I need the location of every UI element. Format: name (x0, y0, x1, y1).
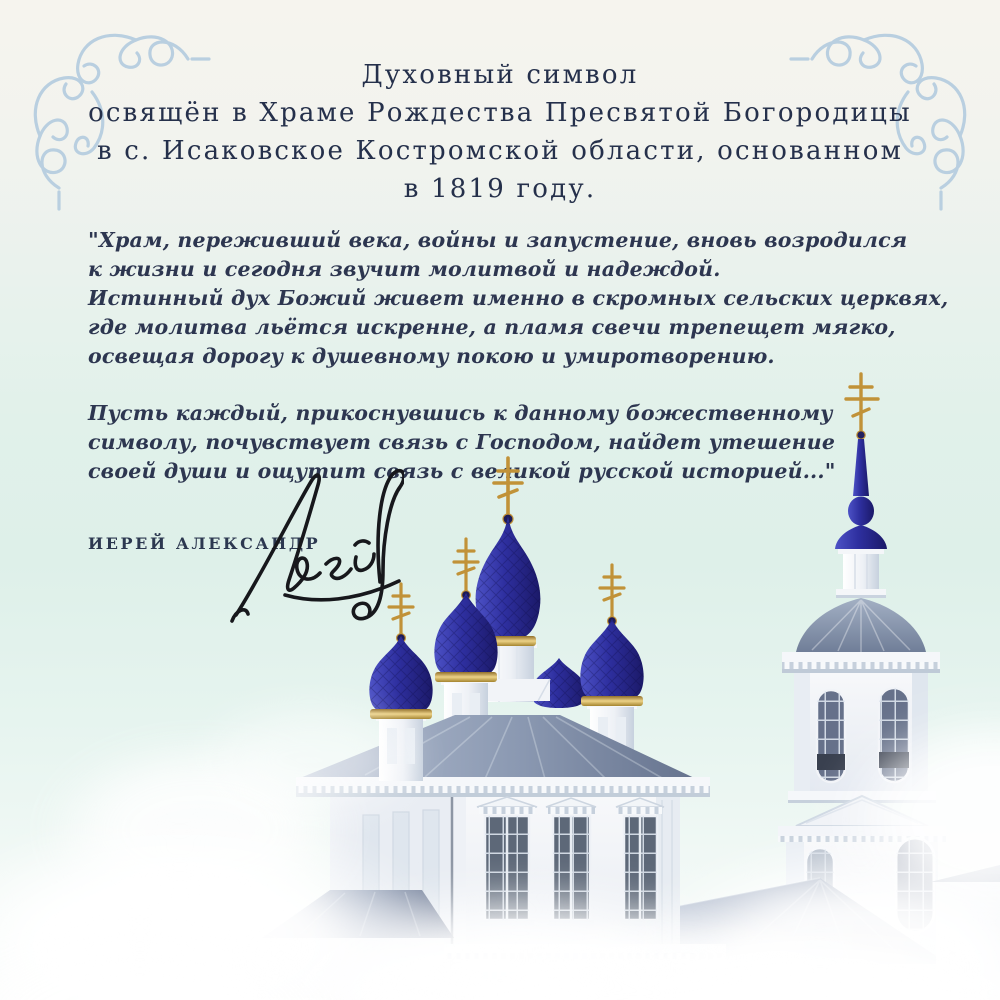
signer-name: ИЕРЕЙ АЛЕКСАНДР (88, 534, 321, 553)
title-line-1: Духовный символ (361, 60, 639, 90)
cloud (190, 695, 430, 825)
bell-tower-cross-icon (846, 374, 878, 430)
title-block (0, 56, 1000, 208)
quote-line: освещая дорогу к душевному покою и умиротворению. (88, 344, 775, 368)
title-line-4: в 1819 году. (403, 174, 597, 204)
quote-line: "Храм, переживший века, войны и запустение, вновь возродился (88, 228, 908, 252)
quote-line: Истинный дух Божий живет именно в скромных сельских церквях, (88, 286, 949, 310)
quote-line: Пусть каждый, прикоснувшись к данному божественному (88, 401, 833, 425)
belfry-arch-window (817, 690, 845, 782)
title-line-2: освящён в Храме Рождества Пресвятой Богородицы (88, 98, 912, 128)
quote-paragraph-1 (88, 226, 948, 371)
quote-line: где молитва льётся искренне, а пламя свечи трепещет мягко, (88, 315, 896, 339)
quote-line: символу, почувствует связь с Господом, найдет утешение (88, 430, 836, 454)
title-line-3: в с. Исаковское Костромской области, основанном (96, 136, 904, 166)
quote-line: своей души и ощутит связь с великой русской историей..." (88, 459, 836, 483)
quote-line: к жизни и сегодня звучит молитвой и надеждой. (88, 257, 721, 281)
